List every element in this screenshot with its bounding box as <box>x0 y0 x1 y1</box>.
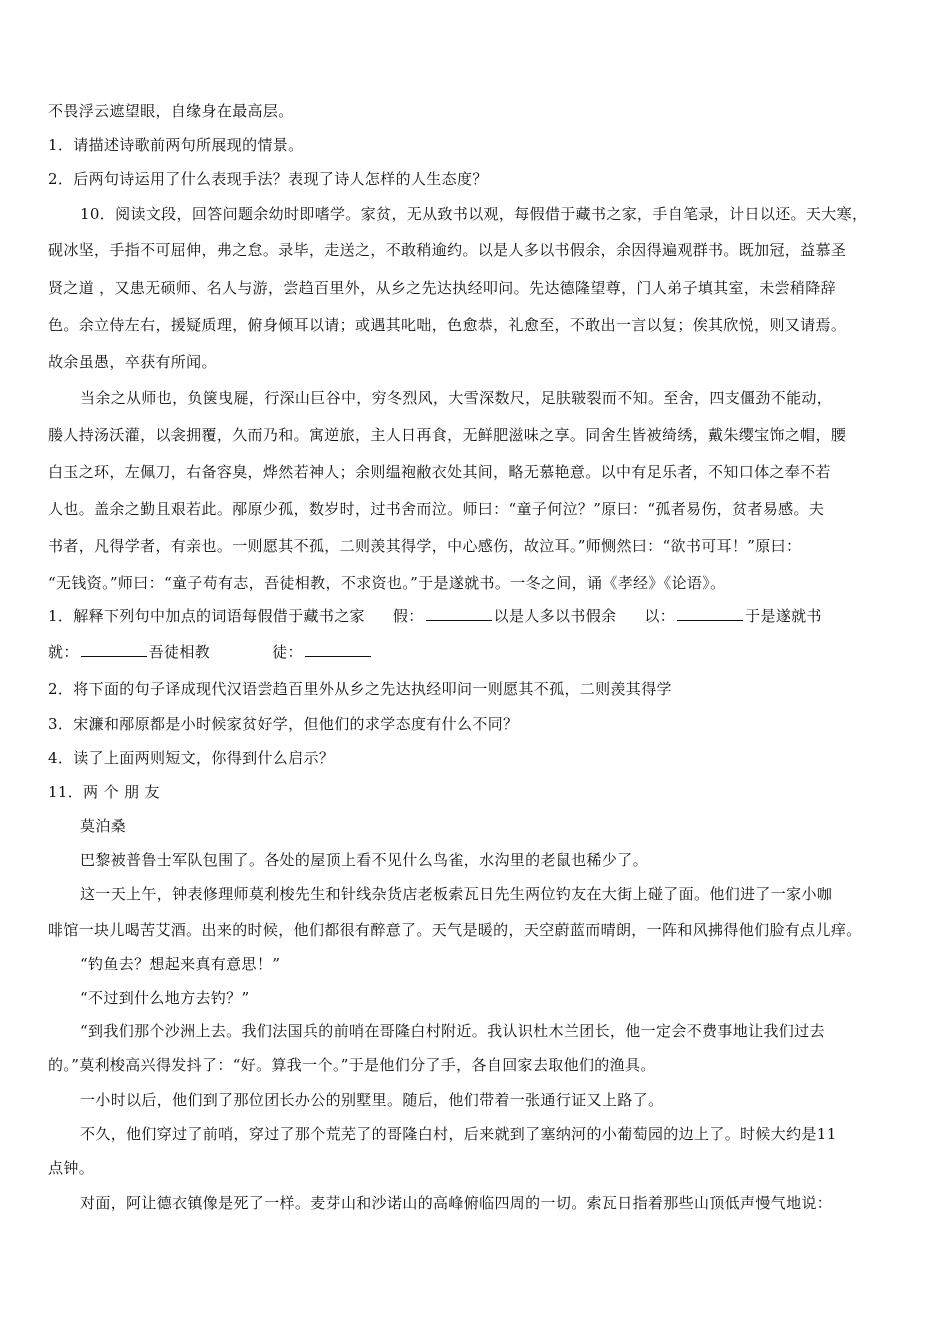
q11-paragraph-line: 点钟。 <box>48 1159 95 1177</box>
q11-paragraph-line: 一小时以后，他们到了那位团长办公的别墅里。随后，他们带着一张通行证又上路了。 <box>80 1091 664 1109</box>
q10-sub1-tu-context: 吾徒相教 <box>148 643 211 661</box>
q10-passage-line: 故余虽愚，卒获有所闻。 <box>48 353 217 371</box>
label-yi: 以： <box>644 607 676 625</box>
q10-passage-line: 色。余立侍左右，援疑质理，俯身倾耳以请；或遇其叱咄，色愈恭，礼愈至，不敢出一言以复；俟其欣悦，则又请焉。 <box>48 316 847 334</box>
q11-paragraph-line: 巴黎被普鲁士军队包围了。各处的屋顶上看不见什么鸟雀，水沟里的老鼠也稀少了。 <box>80 851 648 869</box>
q11-paragraph-line: 的。”莫利梭高兴得发抖了：“好。算我一个。”于是他们分了手，各自回家去取他们的渔具。 <box>48 1056 656 1074</box>
q11-paragraph-line: 啡馆一块儿喝苦艾酒。出来的时候，他们都很有醉意了。天气是暖的，天空蔚蓝而晴朗，一阵和风拂得他们脸有点儿痒。 <box>48 921 862 939</box>
q10-subquestion-4: 4．读了上面两则短文，你得到什么启示？ <box>48 749 335 767</box>
q11-paragraph-line: “钓鱼去？想起来真有意思！” <box>80 955 281 973</box>
q10-passage-line: 人也。盖余之勤且艰若此。邴原少孤，数岁时，过书舍而泣。师曰：“童子何泣？”原曰：“孤者易伤，贫者易感。夫 <box>48 500 825 518</box>
q11-paragraph-line: 不久，他们穿过了前哨，穿过了那个荒芜了的哥隆白村，后来就到了塞纳河的小葡萄园的边上了。时候大约是11 <box>80 1125 837 1143</box>
q10-passage-line: 10．阅读文段，回答问题余幼时即嗜学。家贫，无从致书以观，每假借于藏书之家，手自笔录，计日以还。天大寒， <box>80 205 868 223</box>
q10-passage-line: 砚冰坚，手指不可屈伸，弗之怠。录毕，走送之，不敢稍逾约。以是人多以书假余，余因得遍观群书。既加冠，益慕圣 <box>48 241 847 259</box>
answer-blank-yi[interactable] <box>677 606 743 621</box>
q10-subquestion-2: 2．将下面的句子译成现代汉语尝趋百里外从乡之先达执经叩问一则愿其不孤，二则羡其得学 <box>48 680 672 698</box>
q10-passage-line: 书者，凡得学者，有亲也。一则愿其不孤，二则羡其得学，中心感伤，故泣耳。”师恻然曰：“欲书可耳！”原曰： <box>48 537 802 555</box>
q11-paragraph-line: “到我们那个沙洲上去。我们法国兵的前哨在哥隆白村附近。我认识杜木兰团长，他一定会不费事地让我们过去 <box>80 1022 825 1040</box>
q11-author: 莫泊桑 <box>80 817 127 835</box>
answer-blank-jiu[interactable] <box>81 642 147 657</box>
q10-subquestion-1-cont <box>48 642 908 662</box>
q11-paragraph-line: “不过到什么地方去钓？” <box>80 989 250 1007</box>
label-jiu: 就： <box>48 643 79 661</box>
q10-sub1-end: 于是遂就书 <box>745 607 822 625</box>
poem-question-1: 1．请描述诗歌前两句所展现的情景。 <box>48 136 304 154</box>
q10-passage-line: 贤之道 ，又患无硕师、名人与游，尝趋百里外，从乡之先达执经叩问。先达德隆望尊，门人弟子填其室，未尝稍降辞 <box>48 279 836 297</box>
q11-paragraph-line: 这一天上午，钟表修理师莫利梭先生和针线杂货店老板索瓦日先生两位钓友在大街上碰了面。他们进了一家小咖 <box>80 885 833 903</box>
poem-last-line: 不畏浮云遮望眼，自缘身在最高层。 <box>48 102 294 120</box>
poem-question-2: 2．后两句诗运用了什么表现手法？表现了诗人怎样的人生态度？ <box>48 170 488 188</box>
answer-blank-tu[interactable] <box>305 642 371 657</box>
label-tu: 徒： <box>272 643 303 661</box>
q11-title: 11．两 个 朋 友 <box>48 783 160 801</box>
q10-subquestion-3: 3．宋濂和邴原都是小时候家贫好学，但他们的求学态度有什么不同？ <box>48 715 519 733</box>
q10-passage-line: 白玉之环，左佩刀，右备容臭，烨然若神人；余则缊袍敝衣处其间，略无慕艳意。以中有足乐者，不知口体之奉不若 <box>48 463 831 481</box>
q10-sub1-lead: 1．解释下列句中加点的词语每假借于藏书之家 <box>48 607 365 625</box>
q10-passage-line: “无钱资。”师曰：“童子苟有志，吾徒相教，不求资也。”于是遂就书。一冬之间，诵《孝经》《论语》。 <box>48 574 726 592</box>
answer-blank-jia[interactable] <box>426 606 492 621</box>
label-jia: 假： <box>392 607 424 625</box>
q11-paragraph-line: 对面，阿让德衣镇像是死了一样。麦芽山和沙诺山的高峰俯临四周的一切。索瓦日指着那些山顶低声慢气地说： <box>80 1194 833 1212</box>
q10-sub1-mid: 以是人多以书假余 <box>493 607 617 625</box>
q10-passage-line: 媵人持汤沃灌，以衾拥覆，久而乃和。寓逆旅，主人日再食，无鲜肥滋味之享。同舍生皆被绮绣，戴朱缨宝饰之帽，腰 <box>48 426 847 444</box>
q10-passage-line: 当余之从师也，负箧曳屣，行深山巨谷中，穷冬烈风，大雪深数尺，足肤皲裂而不知。至舍，四支僵劲不能动， <box>80 389 833 407</box>
q10-subquestion-1 <box>48 606 908 626</box>
